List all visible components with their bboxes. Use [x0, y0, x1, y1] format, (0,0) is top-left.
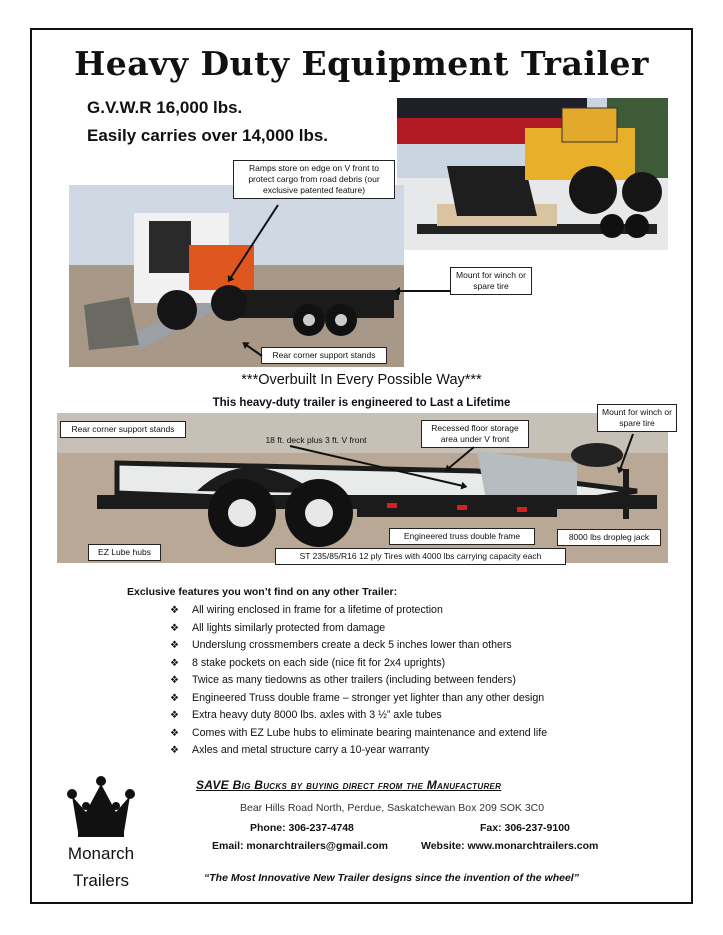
- capacity-text: Easily carries over 14,000 lbs.: [87, 126, 329, 145]
- address: Bear Hills Road North, Perdue, Saskatchewan Box 209 SOK 3C0: [240, 802, 545, 814]
- callout-recessed: Recessed floor storage area under V front: [421, 420, 529, 448]
- diamond-bullet-icon: ❖: [170, 657, 179, 669]
- callout-rear-stands-top: Rear corner support stands: [261, 347, 387, 364]
- arrow-mount-top: [396, 290, 450, 292]
- diamond-bullet-icon: ❖: [170, 640, 179, 651]
- crown-icon: [66, 774, 136, 840]
- diamond-bullet-icon: ❖: [170, 622, 179, 634]
- callout-ez-lube: EZ Lube hubs: [88, 544, 161, 561]
- save-headline: SAVE Big Bucks by buying direct from the Manufacturer: [196, 778, 502, 792]
- slogan-quote: “The Most Innovative New Trailer designs since the invention of the wheel”: [204, 872, 579, 884]
- list-item: ❖ Axles and metal structure carry a 10-year warranty: [170, 742, 547, 760]
- brand-name-line2: Trailers: [72, 871, 130, 890]
- list-item: ❖ Underslung crossmembers create a deck 5 inches lower than others: [170, 637, 547, 655]
- diamond-bullet-icon: ❖: [170, 692, 179, 704]
- loader-photo: [397, 98, 668, 250]
- subline: This heavy-duty trailer is engineered to Last a Lifetime: [212, 397, 511, 409]
- features-list: [170, 602, 547, 760]
- callout-ramps: Ramps store on edge on V front to protect cargo from road debris (our exclusive patented feature): [233, 160, 395, 199]
- callout-rear-stands-bottom: Rear corner support stands: [60, 421, 186, 438]
- diamond-bullet-icon: ❖: [170, 710, 179, 721]
- callout-mount-winch-bottom: Mount for winch or spare tire: [597, 404, 677, 432]
- list-item: ❖ Engineered Truss double frame – stronger yet lighter than any other design: [170, 690, 547, 708]
- fax: Fax: 306-237-9100: [480, 822, 570, 834]
- diamond-bullet-icon: ❖: [170, 745, 179, 756]
- gvwr-text: G.V.W.R 16,000 lbs.: [87, 98, 243, 117]
- callout-jack: 8000 lbs dropleg jack: [557, 529, 661, 546]
- email-link[interactable]: Email: monarchtrailers@gmail.com: [212, 840, 388, 852]
- diamond-bullet-icon: ❖: [170, 605, 179, 616]
- list-item: ❖ 8 stake pockets on each side (nice fit for 2x4 uprights): [170, 655, 547, 673]
- features-title: Exclusive features you won’t find on any other Trailer:: [127, 586, 398, 598]
- callout-mount-winch-top: Mount for winch or spare tire: [450, 267, 532, 295]
- tagline: ***Overbuilt In Every Possible Way***: [241, 372, 482, 388]
- diamond-bullet-icon: ❖: [170, 727, 179, 739]
- callout-truss: Engineered truss double frame: [389, 528, 535, 545]
- page-title: Heavy Duty Equipment Trailer: [74, 44, 649, 83]
- list-item: ❖ Comes with EZ Lube hubs to eliminate bearing maintenance and extend life: [170, 725, 547, 743]
- brand-name-line1: Monarch: [67, 844, 135, 863]
- website-link[interactable]: Website: www.monarchtrailers.com: [421, 840, 599, 852]
- list-item: ❖ All wiring enclosed in frame for a lifetime of protection: [170, 602, 547, 620]
- callout-deck: 18 ft. deck plus 3 ft. V front: [265, 435, 367, 445]
- list-item: ❖ Extra heavy duty 8000 lbs. axles with 3 ½” axle tubes: [170, 707, 547, 725]
- list-item: ❖ All lights similarly protected from damage: [170, 620, 547, 638]
- phone: Phone: 306-237-4748: [250, 822, 354, 834]
- list-item: ❖ Twice as many tiedowns as other trailers (including between fenders): [170, 672, 547, 690]
- skidsteer-photo: [69, 185, 404, 367]
- diamond-bullet-icon: ❖: [170, 675, 179, 686]
- callout-tires: ST 235/85/R16 12 ply Tires with 4000 lbs carrying capacity each: [275, 548, 566, 565]
